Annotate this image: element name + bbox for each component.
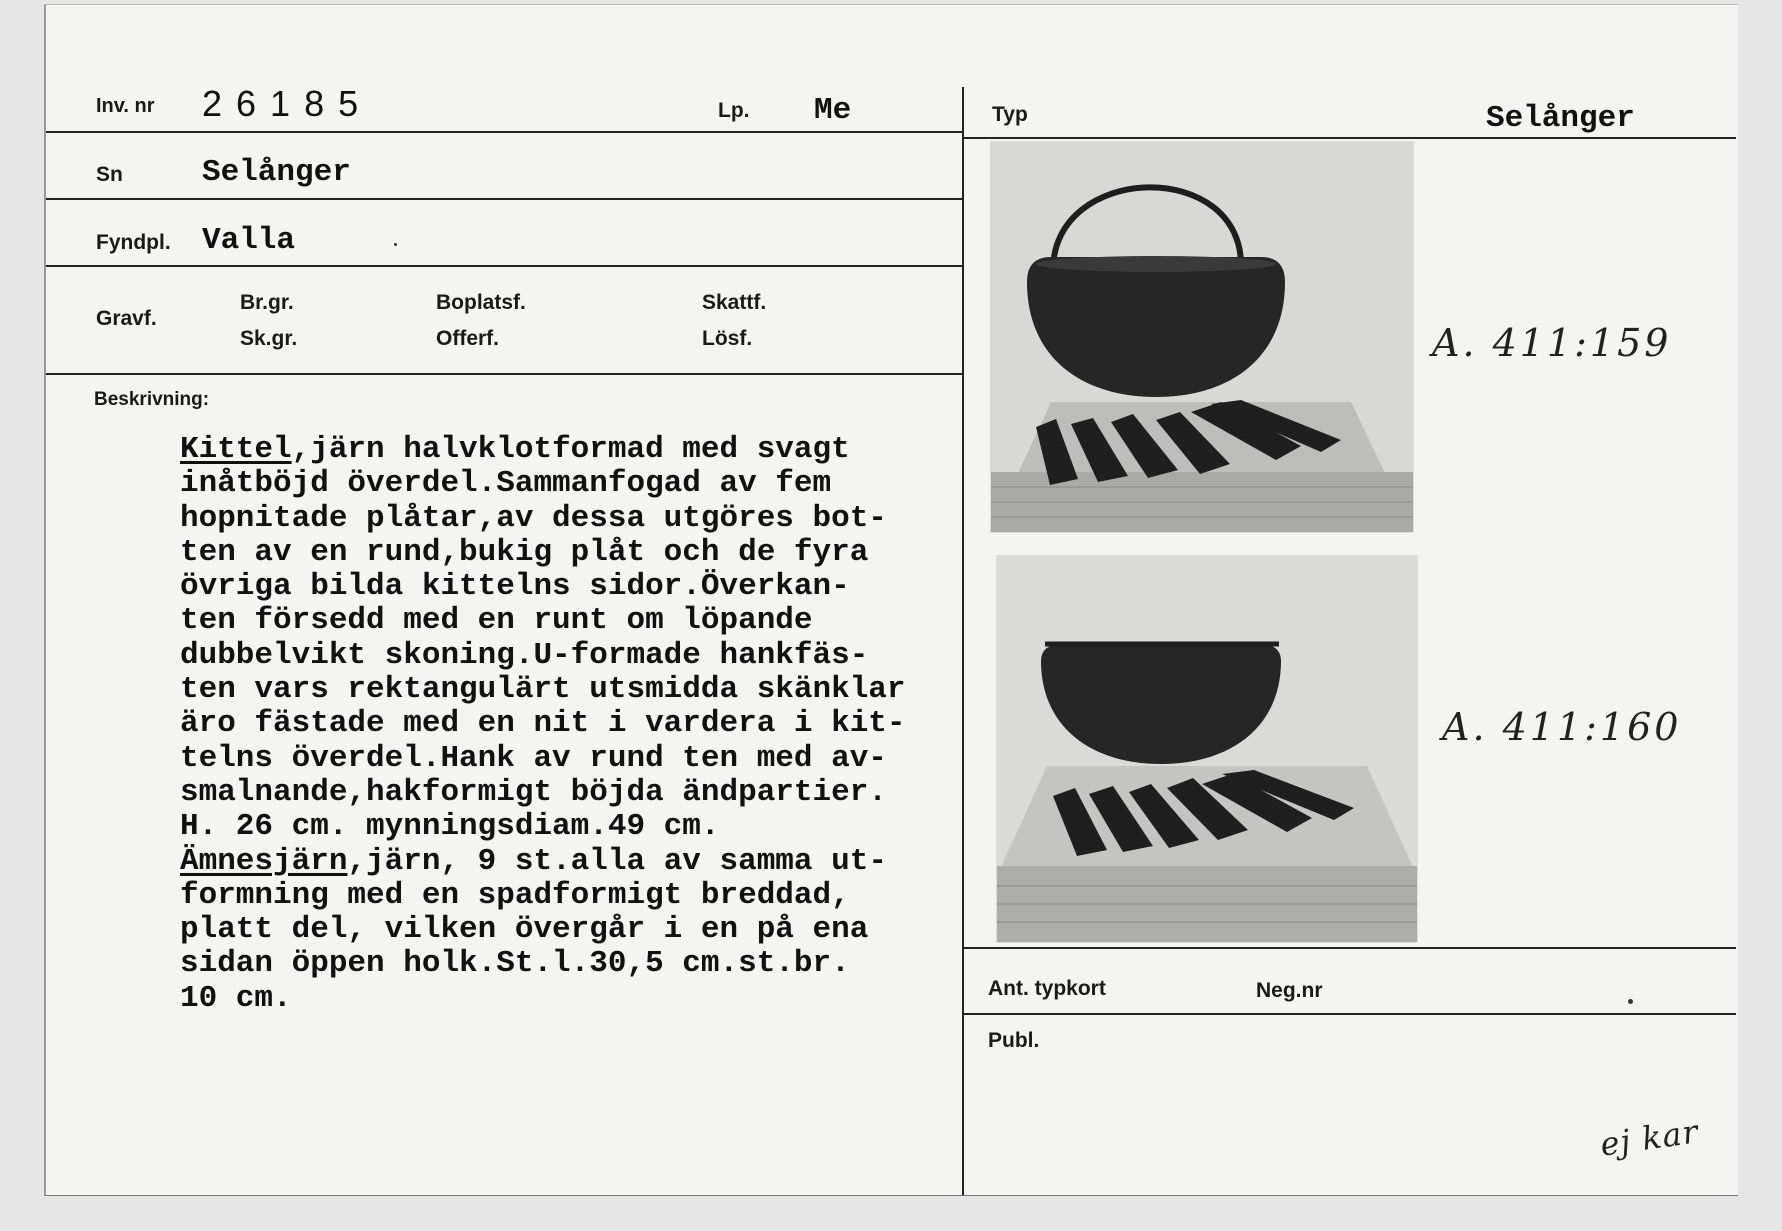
inv-nr-value: 2 6 1 8 5: [202, 83, 361, 124]
offerf-label: Offerf.: [436, 327, 499, 350]
description-line: H. 26 cm. mynningsdiam.49 cm.: [180, 809, 720, 845]
description-line: smalnande,hakformigt böjda ändpartier.: [180, 774, 887, 810]
description-line: Kittel,järn halvklotformad med svagt: [180, 432, 850, 467]
object-name-kittel: Kittel: [180, 432, 292, 467]
description-line: inåtböjd överdel.Sammanfogad av fem: [180, 466, 832, 502]
ink-speck: [394, 243, 397, 246]
boplatsf-label: Boplatsf.: [436, 291, 526, 314]
cauldron-photo-2-image: [997, 556, 1417, 942]
beskrivning-label: Beskrivning:: [94, 389, 210, 410]
cauldron-photo-1-image: [991, 142, 1413, 532]
photo-cauldron-top: [996, 555, 1418, 943]
description-line: ten av en rund,bukig plåt och de fyra: [180, 534, 869, 570]
ink-speck: [1628, 999, 1633, 1004]
description-line: dubbelvikt skoning.U-formade hankfäs-: [180, 637, 869, 673]
ant-typkort-label: Ant. typkort: [988, 977, 1106, 1000]
handwritten-note: ej kar: [1597, 1112, 1701, 1164]
sn-label: Sn: [96, 163, 123, 186]
publ-label: Publ.: [988, 1029, 1040, 1052]
lp-label: Lp.: [718, 99, 750, 122]
rule-under-gravf: [46, 373, 962, 375]
description-line: formning med en spadformigt breddad,: [180, 877, 850, 913]
typ-label: Typ: [992, 103, 1028, 126]
description-line: äro fästade med en nit i vardera i kit-: [180, 706, 906, 742]
brgr-label: Br.gr.: [240, 291, 294, 314]
description-line: sidan öppen holk.St.l.30,5 cm.st.br.: [180, 946, 850, 982]
rule-under-typ: [964, 137, 1736, 139]
rule-under-inv: [46, 131, 962, 133]
description-line: telns överdel.Hank av rund ten med av-: [180, 740, 887, 776]
description-line: ten försedd med en runt om löpande: [180, 603, 813, 639]
description-line: 10 cm.: [180, 980, 292, 1016]
rule-under-fyndpl: [46, 265, 962, 267]
fyndpl-value: Valla: [202, 223, 296, 258]
object-name-amnesjarn: Ämnesjärn: [180, 843, 348, 879]
rule-above-publ: [964, 1013, 1736, 1015]
inv-nr-label: Inv. nr: [96, 95, 155, 117]
rule-under-sn: [46, 198, 962, 200]
photo-ref-1: A. 411:159: [1432, 321, 1672, 365]
gravf-label: Gravf.: [96, 307, 157, 330]
description-line: hopnitade plåtar,av dessa utgöres bot-: [180, 500, 887, 536]
skattf-label: Skattf.: [702, 291, 767, 314]
photo-ref-2: A. 411:160: [1442, 705, 1682, 749]
losf-label: Lösf.: [702, 327, 753, 350]
lp-value: Me: [814, 93, 852, 128]
description-line: ten vars rektangulärt utsmidda skänklar: [180, 672, 906, 708]
description-line: övriga bilda kittelns sidor.Överkan-: [180, 569, 850, 605]
sn-value: Selånger: [202, 155, 351, 190]
fyndpl-label: Fyndpl.: [96, 231, 171, 254]
negnr-label: Neg.nr: [1256, 979, 1323, 1002]
catalog-card: [44, 4, 1738, 1196]
photo-cauldron-side: [990, 141, 1414, 533]
rule-above-ant: [964, 947, 1736, 949]
skgr-label: Sk.gr.: [240, 327, 298, 350]
description-line: Ämnesjärn,järn, 9 st.alla av samma ut-: [180, 843, 887, 879]
typ-value: Selånger: [1486, 101, 1635, 136]
description-line: platt del, vilken övergår i en på ena: [180, 912, 869, 948]
description-text: [180, 433, 970, 1016]
